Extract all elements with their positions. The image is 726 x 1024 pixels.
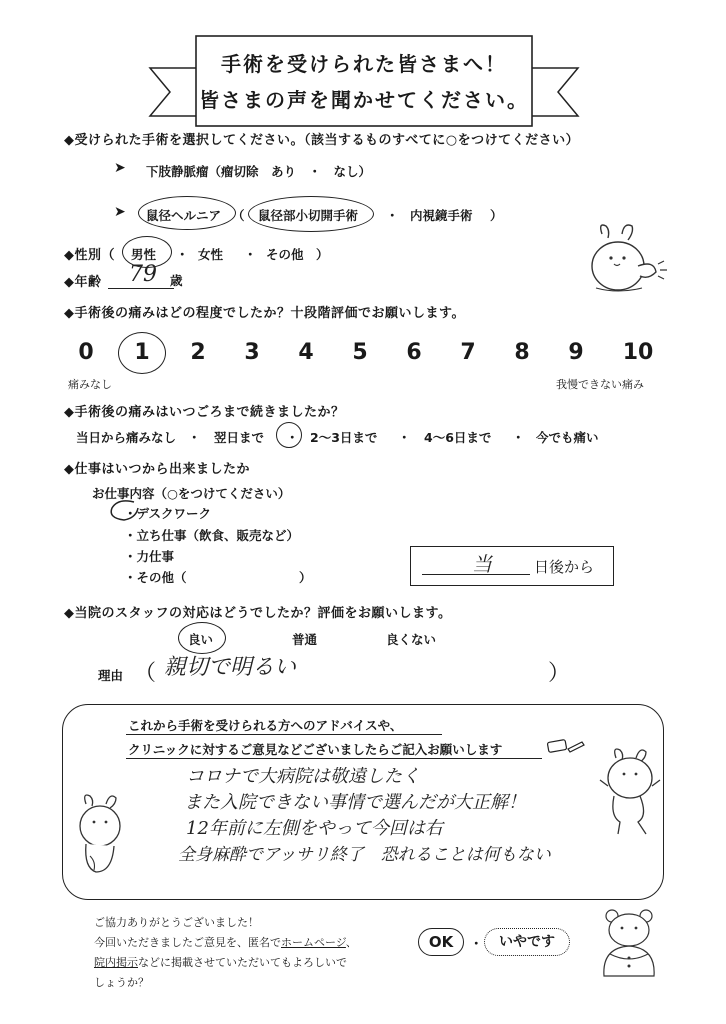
bear-doctor-illustration — [596, 906, 662, 980]
surgery-option-small-incision[interactable]: 鼠径部小切開手術 — [258, 208, 359, 223]
staff-option-bad[interactable]: 良くない — [386, 632, 437, 647]
duration-option-next-day[interactable]: 翌日まで — [214, 430, 265, 445]
staff-reason-label: 理由 — [98, 668, 124, 683]
pain-scale-1[interactable]: 1 — [134, 340, 150, 365]
duration-question: ◆手術後の痛みはいつごろまで続きましたか？ — [64, 405, 345, 420]
gender-close: ） — [316, 247, 329, 262]
footer-line2-comma: 、 — [345, 936, 357, 949]
age-value[interactable]: 79 — [129, 262, 157, 287]
gender-sep1: ・ — [176, 247, 189, 262]
selection-circle-duration — [276, 422, 302, 448]
pain-scale-0[interactable]: 0 — [78, 340, 94, 365]
age-label: ◆年齢 — [64, 275, 102, 290]
pain-scale-9[interactable]: 9 — [568, 340, 584, 365]
staff-option-normal[interactable]: 普通 — [292, 632, 318, 647]
q1-row2-arrow: ➤ — [114, 204, 126, 220]
q1-row2-sep: ・ — [386, 208, 399, 223]
advice-line2: クリニックに対するご意見などございましたらご記入お願いします — [128, 742, 503, 757]
work-days-underline — [422, 574, 530, 575]
q1-row2-paren-open: （ — [232, 208, 245, 223]
pain-scale-3[interactable]: 3 — [244, 340, 260, 365]
advice-line1-underline — [126, 734, 442, 735]
q1-question: ◆受けられた手術を選択してください。（該当するものすべてに○をつけてください） — [64, 133, 580, 148]
gender-label: ◆性別（ — [64, 248, 115, 263]
duration-sep-1: ・ — [188, 430, 201, 445]
work-days-suffix: 日後から — [534, 558, 595, 576]
title-banner — [148, 28, 580, 128]
work-item-standing[interactable]: ・立ち仕事（飲食、販売など） — [124, 528, 300, 543]
gender-option-female[interactable]: 女性 — [198, 247, 224, 262]
advice-hand-line2[interactable]: また入院できない事情で選んだが大正解！ — [184, 792, 526, 813]
advice-line2-underline — [126, 758, 542, 759]
bunny-illustration-top — [578, 220, 674, 296]
work-item-desk[interactable]: ・デスクワーク — [124, 506, 212, 521]
footer-line3 — [94, 954, 347, 970]
title-line1: 手術を受けられた皆さまへ！ — [221, 52, 507, 76]
staff-reason-close: ） — [548, 661, 571, 686]
selection-circle-small-incision — [248, 196, 374, 232]
pain-scale-4[interactable]: 4 — [298, 340, 314, 365]
pain-scale-10[interactable]: 10 — [622, 340, 654, 365]
duration-option-4-6-days[interactable]: 4～6日まで — [424, 430, 492, 445]
gender-option-other[interactable]: その他 — [266, 247, 304, 262]
pain-scale-5[interactable]: 5 — [352, 340, 368, 365]
pain-scale-7[interactable]: 7 — [460, 340, 476, 365]
footer-line3-text: などに掲載させていただいてもよろしいで — [138, 956, 347, 969]
selection-mark-desk — [104, 496, 144, 526]
duration-option-none[interactable]: 当日から痛みなし — [76, 430, 177, 445]
age-unit: 歳 — [170, 273, 183, 288]
footer-line1: ご協力ありがとうございました！ — [94, 916, 259, 929]
bunny-illustration-right — [596, 746, 662, 838]
selection-circle-pain-1 — [118, 332, 166, 374]
footer-line2 — [94, 934, 357, 950]
work-question: ◆仕事はいつから出来ましたか — [64, 462, 250, 477]
age-underline — [108, 288, 174, 289]
footer-line2-text: 今回いただきましたご意見を、匿名で — [94, 936, 281, 949]
duration-sep-2: ・ — [286, 430, 299, 445]
footer-line4: しょうか？ — [94, 976, 149, 989]
pencil-eraser-icon — [546, 738, 586, 754]
work-content-label: お仕事内容（○をつけてください） — [92, 486, 291, 501]
no-option[interactable]: いやです — [484, 928, 570, 956]
work-item-physical[interactable]: ・力仕事 — [124, 549, 175, 564]
q1-row2-paren-close: ） — [490, 208, 503, 223]
staff-option-good[interactable]: 良い — [188, 632, 214, 647]
pain-question: ◆手術後の痛みはどの程度でしたか？十段階評価でお願いします。 — [64, 306, 465, 321]
pain-high-label: 我慢できない痛み — [556, 378, 644, 391]
homepage-link[interactable]: ホームページ — [281, 936, 346, 949]
gender-option-male[interactable]: 男性 — [131, 247, 157, 262]
gender-sep2: ・ — [244, 247, 257, 262]
advice-line1: これから手術を受けられる方へのアドバイスや、 — [128, 718, 403, 733]
in-clinic-board-link[interactable]: 院内掲示 — [94, 956, 138, 969]
pain-scale-6[interactable]: 6 — [406, 340, 422, 365]
ok-option[interactable]: OK — [418, 928, 464, 956]
pain-scale-2[interactable]: 2 — [190, 340, 206, 365]
advice-hand-line3[interactable]: 12年前に左側をやって今回は右 — [186, 818, 443, 839]
pain-low-label: 痛みなし — [68, 378, 112, 391]
duration-sep-4: ・ — [512, 430, 525, 445]
q1-row1-text: 下肢静脈瘤（瘤切除 あり ・ なし） — [146, 164, 372, 179]
duration-option-2-3-days[interactable]: 2～3日まで — [310, 430, 378, 445]
surgery-option-inguinal-hernia[interactable]: 鼠径ヘルニア — [146, 208, 222, 223]
staff-reason-value[interactable]: 親切で明るい — [164, 655, 297, 680]
footer-sep: ・ — [470, 936, 483, 951]
q1-row1-arrow: ➤ — [114, 160, 126, 176]
advice-hand-line4[interactable]: 全身麻酔でアッサリ終了 恐れることは何もない — [178, 845, 551, 865]
work-days-value[interactable]: 当 — [472, 552, 492, 576]
surgery-option-endoscopic[interactable]: 内視鏡手術 — [410, 208, 473, 223]
duration-option-still[interactable]: 今でも痛い — [536, 430, 599, 445]
work-item-other[interactable]: ・その他（ ） — [124, 570, 312, 585]
title-line2: 皆さまの声を聞かせてください。 — [199, 88, 529, 112]
advice-hand-line1[interactable]: コロナで大病院は敬遠したく — [186, 766, 420, 787]
bunny-illustration-left — [72, 792, 128, 876]
selection-circle-hernia — [138, 196, 236, 230]
pain-scale-8[interactable]: 8 — [514, 340, 530, 365]
duration-sep-3: ・ — [398, 430, 411, 445]
staff-question: ◆当院のスタッフの対応はどうでしたか？評価をお願いします。 — [64, 606, 452, 621]
staff-reason-open: （ — [134, 661, 157, 686]
